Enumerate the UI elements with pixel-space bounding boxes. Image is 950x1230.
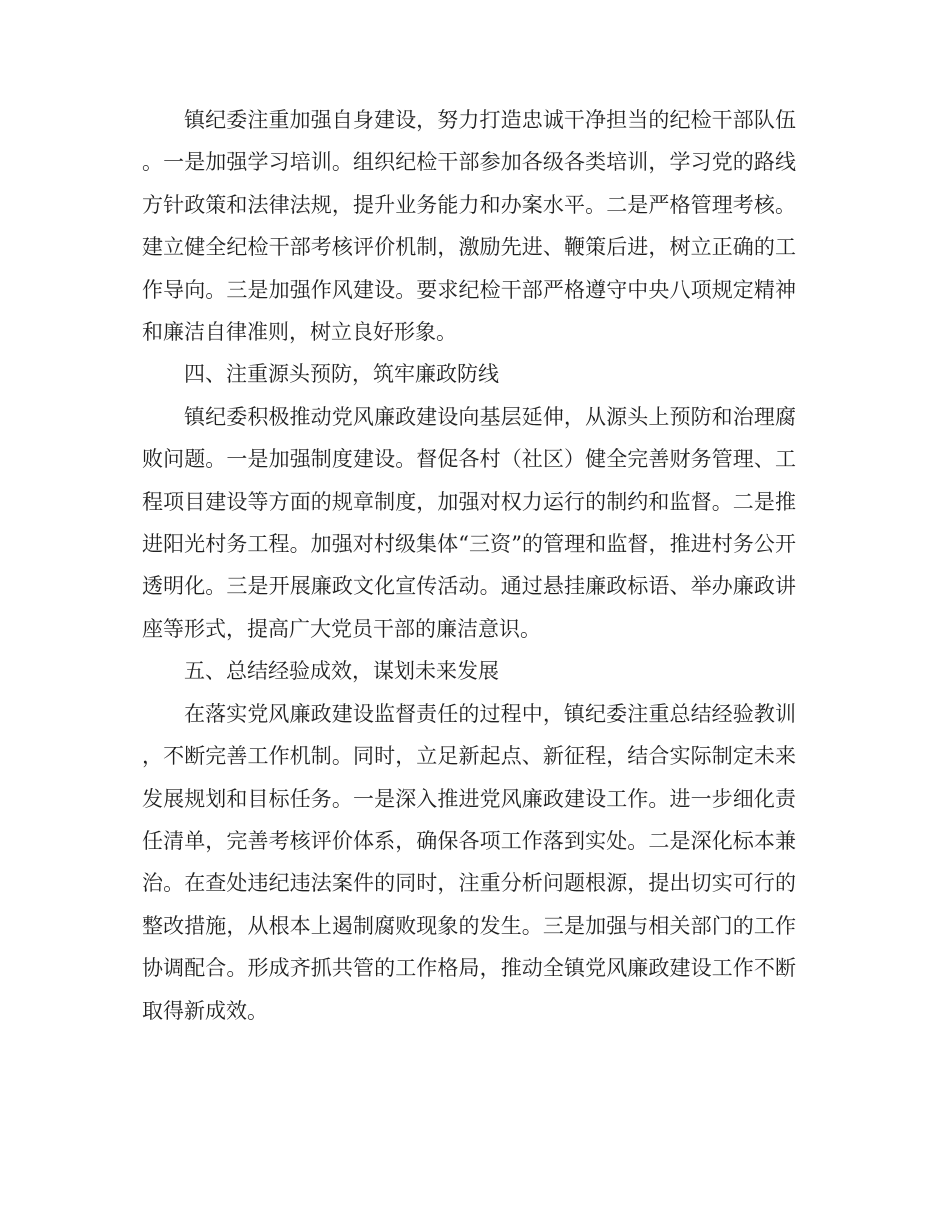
- paragraph-source-prevention: 镇纪委积极推动党风廉政建设向基层延伸，从源头上预防和治理腐败问题。一是加强制度建设。督促各村（社区）健全完善财务管理、工程项目建设等方面的规章制度，加强对权力运行的制约和监督。二是推进阳光村务工程。加强对村级集体“三资”的管理和监督，推进村务公开透明化。三是开展廉政文化宣传活动。通过悬挂廉政标语、举办廉政讲座等形式，提高广大党员干部的廉洁意识。: [142, 404, 796, 641]
- document-body: [142, 99, 796, 1032]
- section-heading-five: 五、总结经验成效，谋划未来发展: [184, 659, 499, 684]
- paragraph-team-building: 镇纪委注重加强自身建设，努力打造忠诚干净担当的纪检干部队伍。一是加强学习培训。组织纪检干部参加各级各类培训，学习党的路线方针政策和法律法规，提升业务能力和办案水平。二是严格管理考核。建立健全纪检干部考核评价机制，激励先进、鞭策后进，树立正确的工作导向。三是加强作风建设。要求纪检干部严格遵守中央八项规定精神和廉洁自律准则，树立良好形象。: [142, 108, 796, 345]
- section-heading-four: 四、注重源头预防，筑牢廉政防线: [184, 362, 499, 387]
- paragraph-future-development: 在落实党风廉政建设监督责任的过程中，镇纪委注重总结经验教训，不断完善工作机制。同时，立足新起点、新征程，结合实际制定未来发展规划和目标任务。一是深入推进党风廉政建设工作。进一步细化责任清单，完善考核评价体系，确保各项工作落到实处。二是深化标本兼治。在查处违纪违法案件的同时，注重分析问题根源，提出切实可行的整改措施，从根本上遏制腐败现象的发生。三是加强与相关部门的工作协调配合。形成齐抓共管的工作格局，推动全镇党风廉政建设工作不断取得新成效。: [142, 701, 796, 1023]
